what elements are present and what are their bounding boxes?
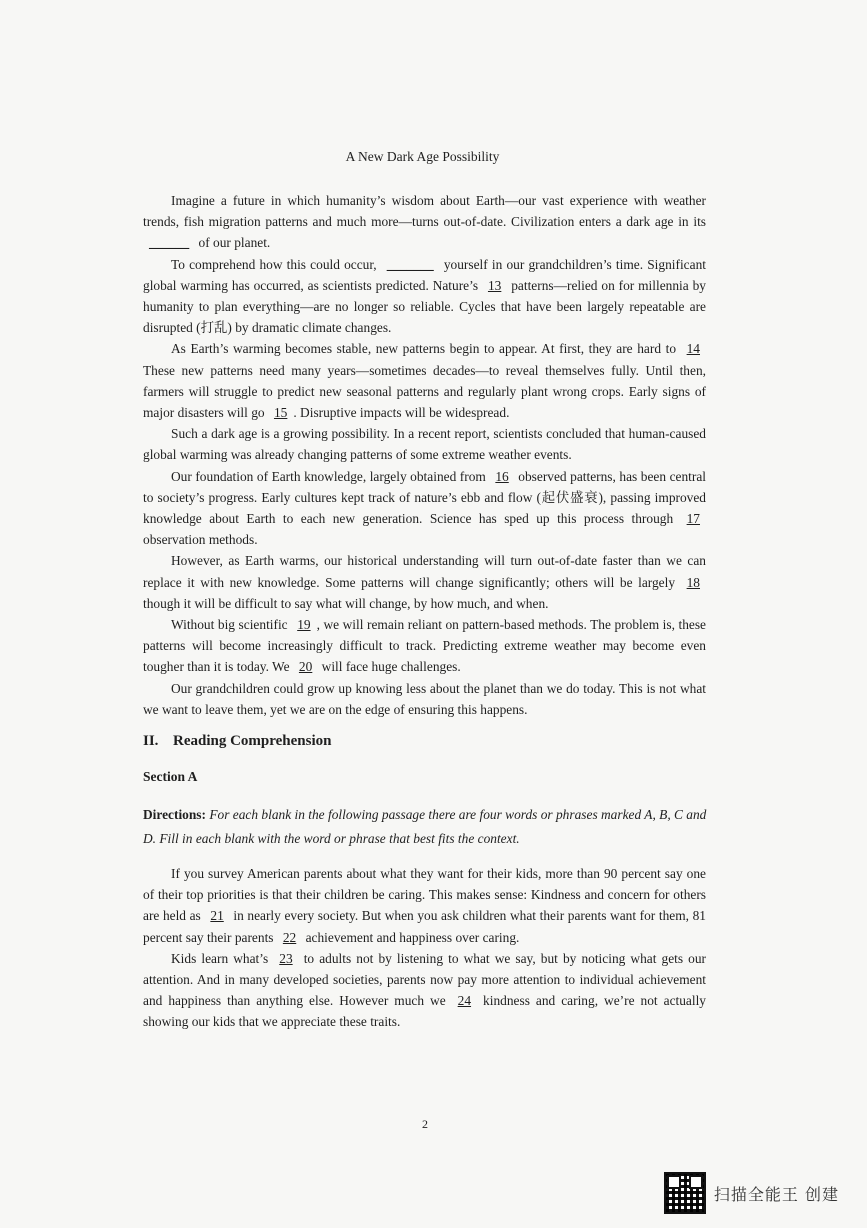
- passage-title: A New Dark Age Possibility: [345, 149, 500, 164]
- text-run: in nearly every society. But when you ask children what their parents want for them, 81 percent say their parents: [143, 908, 706, 945]
- text-run: Our grandchildren could grow up knowing less about the planet than we do today. This is not what we want to leave them, yet we are on the edge of ensuring this happens.: [143, 680, 706, 717]
- blank: ______: [149, 235, 190, 251]
- text-run: of our planet.: [195, 235, 271, 251]
- text-run: to adults not by listening to what we say, but by noticing what gets our attention. And in many developed societies, parents now pay more attention to individual achievement and happiness than anything else. However much we: [143, 950, 707, 1009]
- blank: 21: [210, 908, 224, 924]
- blank: 13: [487, 277, 502, 293]
- paragraph: [143, 423, 706, 465]
- text-run: , we will remain reliant on pattern-based methods. The problem is, these patterns will become increasingly difficult to track. Predicting extreme weather may become even tougher than it is today. We: [143, 617, 706, 675]
- text-run: However, as Earth warms, our historical understanding will turn out-of-date faster than we can replace it with new knowledge. Some patterns will change significantly; others will be largely: [143, 553, 706, 590]
- blank: _______: [386, 256, 434, 272]
- blank: 23: [279, 950, 293, 966]
- watermark-text: 扫描全能王 创建: [713, 1184, 839, 1204]
- text-run: yourself in our grandchildren’s time. Significant global warming has occurred, as scientists predicted. Nature’s: [143, 256, 706, 293]
- text-run: patterns—relied on for millennia by humanity to plan everything—are no longer so reliable. Cycles that have been largely repeatable are disrupted (打乱) by dramatic climate changes.: [143, 277, 706, 336]
- text-run: Our foundation of Earth knowledge, largely obtained from: [171, 468, 490, 484]
- section-heading: [143, 733, 332, 750]
- paragraph: [143, 614, 706, 678]
- blank: 22: [282, 929, 297, 945]
- passage-1: [143, 190, 706, 720]
- directions-text: For each blank in the following passage there are four words or phrases marked A, B, C and D. Fill in each blank with the word or phrase that best fits the context.: [143, 807, 707, 846]
- scanner-watermark: [664, 1172, 839, 1214]
- text-run: observation methods.: [143, 532, 258, 548]
- paragraph: [143, 254, 706, 339]
- passage-2: [143, 863, 706, 1033]
- text-run: These new patterns need many years—sometimes decades—to reveal themselves fully. Until then, farmers will struggle to predict new seasonal patterns and regularly plant wrong crops. Early signs of major disasters will go: [143, 362, 706, 421]
- text-run: As Earth’s warming becomes stable, new patterns begin to appear. At first, they are hard to: [171, 341, 681, 357]
- section-a-heading: Section A: [143, 769, 198, 784]
- blank: 17: [686, 511, 700, 527]
- paragraph: [143, 338, 706, 423]
- section-roman-numeral: II.: [143, 733, 159, 749]
- qr-code-icon: [664, 1172, 706, 1214]
- paragraph: [143, 550, 706, 614]
- directions: [143, 803, 708, 851]
- page-number: 2: [422, 1117, 428, 1131]
- blank: 14: [686, 341, 700, 357]
- blank: 20: [298, 659, 313, 675]
- paragraph: [143, 863, 706, 948]
- text-run: Kids learn what’s: [171, 950, 274, 966]
- paragraph: [143, 466, 706, 551]
- directions-label: Directions:: [143, 807, 206, 822]
- blank: 15: [273, 405, 288, 421]
- blank: 24: [457, 993, 472, 1009]
- text-run: kindness and caring, we’re not actually showing our kids that we appreciate these traits.: [143, 993, 707, 1030]
- text-run: achievement and happiness over caring.: [302, 929, 520, 945]
- text-run: Without big scientific: [171, 617, 292, 633]
- paragraph: [143, 190, 706, 254]
- text-run: To comprehend how this could occur,: [171, 256, 381, 272]
- text-run: though it will be difficult to say what will change, by how much, and when.: [143, 595, 549, 611]
- section-heading-label: Reading Comprehension: [173, 733, 332, 749]
- text-run: If you survey American parents about what they want for their kids, more than 90 percent say one of their top priorities is that their children be caring. This makes sense: Kindness and concern for others are held as: [143, 866, 706, 924]
- text-run: will face huge challenges.: [318, 659, 461, 675]
- text-run: observed patterns, has been central to society’s progress. Early cultures kept track of nature’s ebb and flow (起伏盛衰), passing improved knowledge about Earth to each new generation. Science has sped up this process through: [143, 468, 706, 527]
- text-run: Such a dark age is a growing possibility. In a recent report, scientists concluded that human-caused global warming was already changing patterns of some extreme weather events.: [143, 426, 706, 463]
- paragraph: [143, 948, 706, 1033]
- text-run: . Disruptive impacts will be widespread.: [293, 405, 510, 421]
- paragraph: [143, 678, 706, 720]
- blank: 16: [495, 468, 509, 484]
- blank: 19: [297, 617, 311, 633]
- blank: 18: [686, 574, 700, 590]
- text-run: Imagine a future in which humanity’s wisdom about Earth—our vast experience with weather trends, fish migration patterns and much more—turns out-of-date. Civilization enters a dark age in its: [143, 193, 706, 230]
